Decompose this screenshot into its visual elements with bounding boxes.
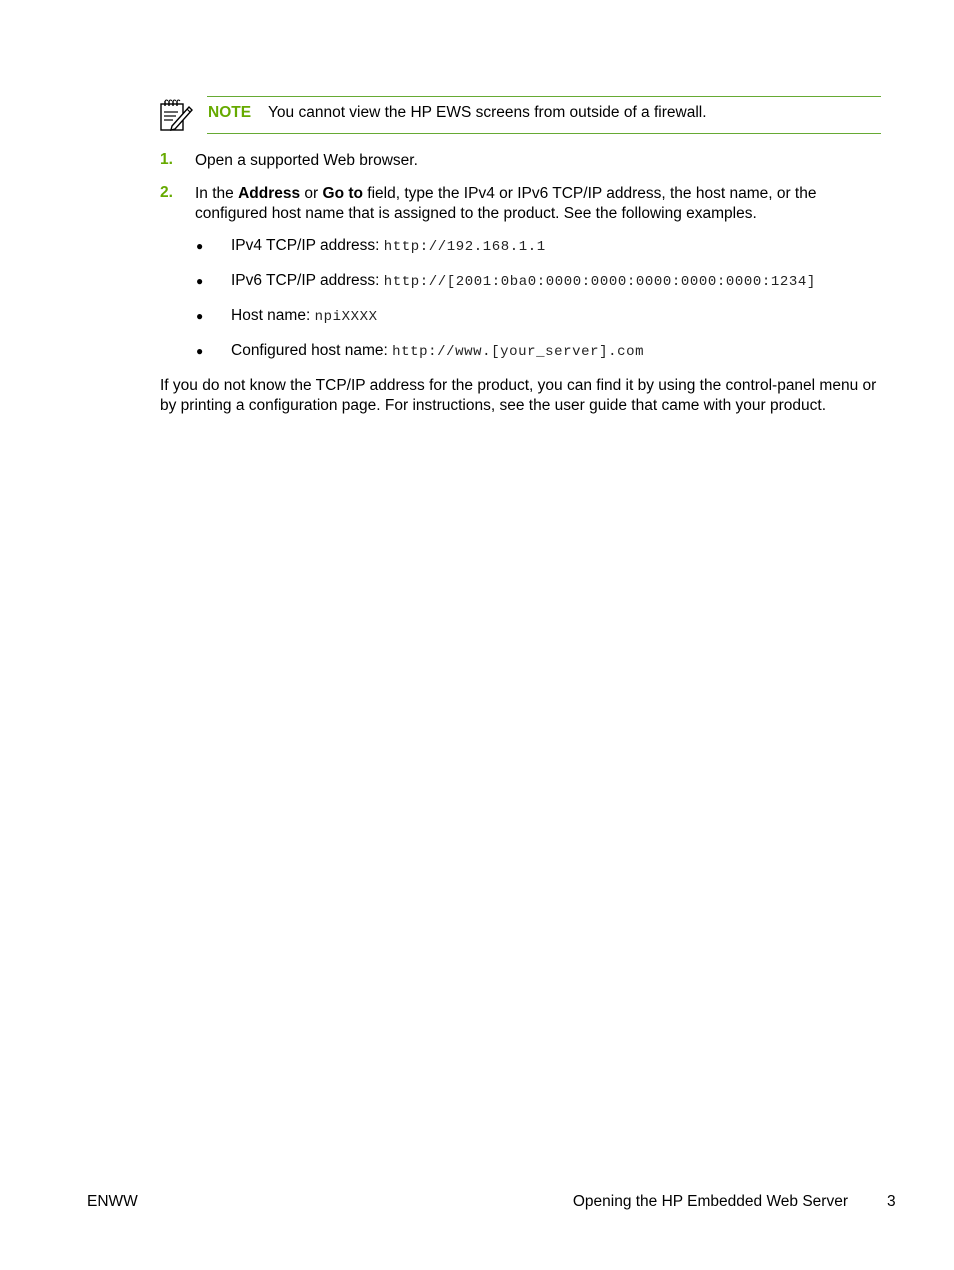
bullet-icon: ● xyxy=(196,309,204,323)
example-label: Host name: xyxy=(231,307,315,324)
example-label: IPv6 TCP/IP address: xyxy=(231,272,384,289)
footer-doc-code: ENWW xyxy=(87,1193,138,1210)
note-pad-pencil-icon xyxy=(158,98,194,134)
instructions-paragraph: If you do not know the TCP/IP address for the product, you can find it by using the control-panel menu or by printing a configuration page. For instructions, see the user guide that came with your product. xyxy=(160,377,877,414)
address-field-term: Address xyxy=(238,185,301,202)
note-text: You cannot view the HP EWS screens from outside of a firewall. xyxy=(268,104,707,121)
example-value: http://[2001:0ba0:0000:0000:0000:0000:0000:1234] xyxy=(383,274,816,290)
go-to-field-term: Go to xyxy=(322,185,363,202)
step-number: 1. xyxy=(160,151,173,168)
step-number: 2. xyxy=(160,184,173,201)
bullet-icon: ● xyxy=(196,239,204,253)
footer-page-number: 3 xyxy=(887,1193,896,1210)
example-value: http://www.[your_server].com xyxy=(392,344,645,360)
example-label: Configured host name: xyxy=(231,342,393,359)
example-value: npiXXXX xyxy=(314,309,378,325)
bullet-icon: ● xyxy=(196,274,204,288)
note-box xyxy=(207,96,881,134)
bullet-icon: ● xyxy=(196,344,204,358)
example-label: IPv4 TCP/IP address: xyxy=(231,237,384,254)
footer-chapter-title: Opening the HP Embedded Web Server xyxy=(572,1193,848,1210)
note-label: NOTE xyxy=(208,104,252,121)
step-text: Open a supported Web browser. xyxy=(195,152,418,169)
step-text: In the Address or Go to field, type the IPv4 or IPv6 TCP/IP address, the host name, or the configured host name that is assigned to the product. See the following examples. xyxy=(195,185,817,222)
example-value: http://192.168.1.1 xyxy=(383,239,546,255)
